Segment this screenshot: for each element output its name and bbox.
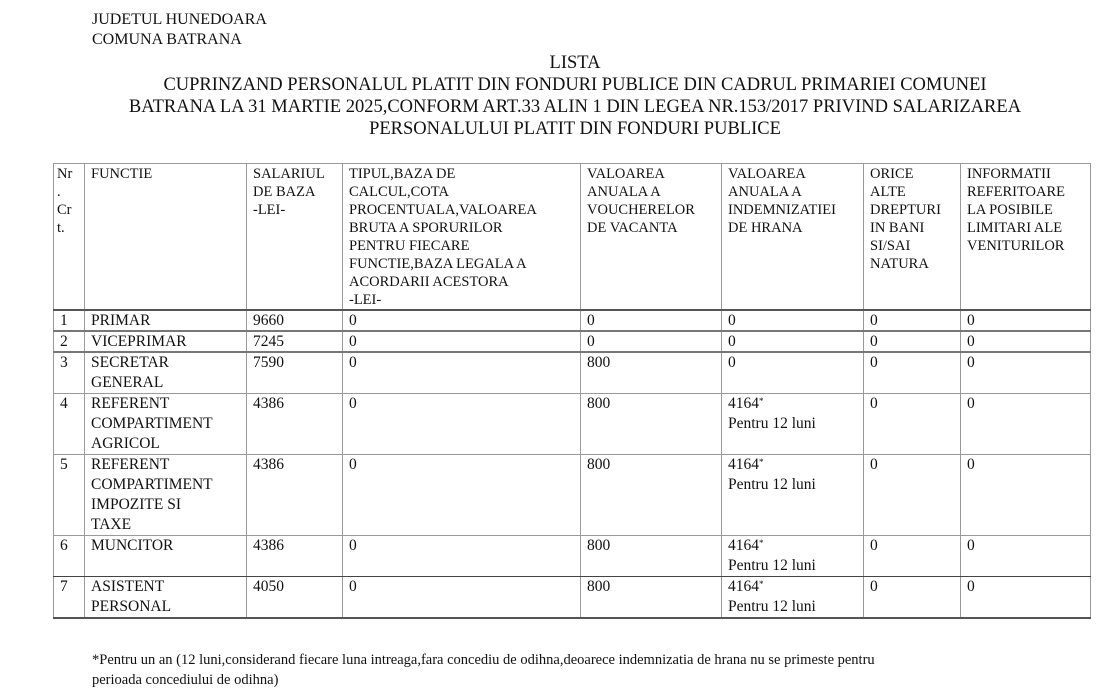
cell-limitari: 0 [961,577,1091,619]
footnote [92,650,1052,690]
header-text: -LEI- [349,292,382,308]
cell-hrana [722,536,864,577]
cell-sporuri: 0 [343,536,581,577]
cell-alte-drepturi: 0 [864,536,961,577]
header-text: ANUALA A [587,184,661,200]
cell-hrana [722,455,864,536]
county-name: JUDETUL HUNEDOARA [92,11,267,28]
functie-text: VICEPRIMAR [91,333,187,350]
hrana-amount: 4164 [728,578,759,595]
header-text: LA POSIBILE [967,202,1053,218]
header-text: PENTRU FIECARE [349,238,470,254]
header-text: -LEI- [253,202,286,218]
column-header-limitari-venituri [961,164,1091,311]
cell-salariu: 7590 [247,352,343,394]
functie-text: MUNCITOR [91,537,174,554]
column-header-salariu-baza [247,164,343,311]
cell-nr: 1 [54,310,85,331]
cell-sporuri: 0 [343,352,581,394]
header-text: CALCUL,COTA [349,184,449,200]
cell-salariu: 4386 [247,536,343,577]
cell-sporuri: 0 [343,394,581,455]
functie-text: GENERAL [91,374,164,391]
functie-text: SECRETAR [91,354,169,371]
cell-hrana [722,394,864,455]
header-text: DE HRANA [728,220,803,236]
cell-limitari: 0 [961,394,1091,455]
commune-name: COMUNA BATRANA [92,31,242,48]
title-line-2: CUPRINZAND PERSONALUL PLATIT DIN FONDURI PUBLICE DIN CADRUL PRIMARIEI COMUNEI [163,75,987,95]
header-text: PROCENTUALA,VALOAREA [349,202,537,218]
cell-alte-drepturi: 0 [864,331,961,352]
cell-sporuri: 0 [343,455,581,536]
cell-vouchere: 800 [581,577,722,619]
header-text: SALARIUL [253,166,325,182]
functie-text: IMPOZITE SI [91,496,181,513]
header-text: VOUCHERELOR [587,202,695,218]
header-text: DREPTURI [870,202,941,218]
functie-text: PRIMAR [91,312,151,329]
hrana-amount: 4164 [728,537,759,554]
functie-text: ASISTENT [91,578,165,595]
header-text: VALOAREA [728,166,806,182]
column-header-nr-crt [54,164,85,311]
cell-nr: 7 [54,577,85,619]
footnote-line-2: perioada concediului de odihna) [92,672,279,688]
cell-nr: 6 [54,536,85,577]
cell-alte-drepturi: 0 [864,352,961,394]
footnote-mark: * [759,396,764,406]
cell-alte-drepturi: 0 [864,577,961,619]
cell-functie [85,331,247,352]
cell-limitari: 0 [961,310,1091,331]
cell-sporuri: 0 [343,310,581,331]
hrana-period-note: Pentru 12 luni [728,557,816,574]
cell-nr: 2 [54,331,85,352]
hrana-value [728,395,764,412]
column-header-vouchere-vacanta [581,164,722,311]
header-text: BRUTA A SPORURILOR [349,220,503,236]
table-row [54,577,1091,619]
header-text: Cr [57,202,72,218]
header-text: NATURA [870,256,929,272]
cell-hrana [722,331,864,352]
header-text: INDEMNIZATIEI [728,202,836,218]
hrana-period-note: Pentru 12 luni [728,598,816,615]
header-text: t. [57,220,65,236]
cell-vouchere: 0 [581,310,722,331]
cell-alte-drepturi: 0 [864,310,961,331]
header-text: ORICE [870,166,914,182]
header-text: REFERITOARE [967,184,1066,200]
cell-salariu: 9660 [247,310,343,331]
cell-sporuri: 0 [343,331,581,352]
cell-limitari: 0 [961,331,1091,352]
functie-text: AGRICOL [91,435,160,452]
functie-text: TAXE [91,516,132,533]
cell-nr: 5 [54,455,85,536]
cell-salariu: 7245 [247,331,343,352]
functie-text: COMPARTIMENT [91,415,213,432]
hrana-amount: 0 [728,333,736,350]
personnel-salary-table [53,163,1091,619]
cell-alte-drepturi: 0 [864,394,961,455]
header-text: DE VACANTA [587,220,678,236]
header-text: FUNCTIE,BAZA LEGALA A [349,256,527,272]
cell-alte-drepturi: 0 [864,455,961,536]
title-line-4: PERSONALULUI PLATIT DIN FONDURI PUBLICE [369,119,781,139]
document-title [60,52,1090,140]
cell-functie [85,577,247,619]
cell-salariu: 4050 [247,577,343,619]
hrana-value [728,537,764,554]
header-text: ALTE [870,184,906,200]
hrana-value [728,354,736,371]
title-line-1: LISTA [549,53,601,73]
cell-limitari: 0 [961,352,1091,394]
cell-limitari: 0 [961,455,1091,536]
header-text: ANUALA A [728,184,802,200]
hrana-period-note: Pentru 12 luni [728,415,816,432]
table-row [54,352,1091,394]
table-row [54,394,1091,455]
hrana-amount: 4164 [728,456,759,473]
cell-functie [85,310,247,331]
table-row [54,331,1091,352]
table-header-row [54,164,1091,311]
header-text: VALOAREA [587,166,665,182]
header-text: . [57,184,61,200]
cell-hrana [722,577,864,619]
header-text: Nr [57,166,73,182]
hrana-value [728,578,764,595]
hrana-value [728,456,764,473]
hrana-value [728,312,736,329]
table-row [54,455,1091,536]
column-header-functie [85,164,247,311]
header-text: TIPUL,BAZA DE [349,166,456,182]
footnote-mark: * [759,538,764,548]
cell-hrana [722,310,864,331]
cell-vouchere: 800 [581,536,722,577]
cell-nr: 3 [54,352,85,394]
cell-vouchere: 800 [581,394,722,455]
hrana-amount: 0 [728,312,736,329]
cell-functie [85,536,247,577]
table-row [54,536,1091,577]
header-text: SI/SAI [870,238,911,254]
cell-vouchere: 800 [581,455,722,536]
document-header [92,10,267,50]
cell-salariu: 4386 [247,455,343,536]
cell-functie [85,394,247,455]
header-text: FUNCTIE [91,166,153,182]
header-text: IN BANI [870,220,925,236]
cell-vouchere: 800 [581,352,722,394]
hrana-value [728,333,736,350]
footnote-mark: * [759,457,764,467]
footnote-mark: * [759,579,764,589]
cell-salariu: 4386 [247,394,343,455]
cell-vouchere: 0 [581,331,722,352]
title-line-3: BATRANA LA 31 MARTIE 2025,CONFORM ART.33 ALIN 1 DIN LEGEA NR.153/2017 PRIVIND SALARIZAREA [128,97,1022,117]
functie-text: REFERENT [91,395,170,412]
header-text: VENITURILOR [967,238,1065,254]
column-header-sporuri [343,164,581,311]
column-header-indemnizatie-hrana [722,164,864,311]
header-text: LIMITARI ALE [967,220,1063,236]
table-row [54,310,1091,331]
header-text: ACORDARII ACESTORA [349,274,509,290]
cell-functie [85,455,247,536]
footnote-line-1: *Pentru un an (12 luni,considerand fiecare luna intreaga,fara concediu de odihna,deoarece indemnizatia de hrana nu se primeste pentru [92,652,875,668]
functie-text: COMPARTIMENT [91,476,213,493]
cell-hrana [722,352,864,394]
column-header-alte-drepturi [864,164,961,311]
hrana-period-note: Pentru 12 luni [728,476,816,493]
hrana-amount: 4164 [728,395,759,412]
header-text: DE BAZA [253,184,316,200]
cell-nr: 4 [54,394,85,455]
header-text: INFORMATII [967,166,1051,182]
hrana-amount: 0 [728,354,736,371]
cell-sporuri: 0 [343,577,581,619]
functie-text: PERSONAL [91,598,172,615]
cell-functie [85,352,247,394]
functie-text: REFERENT [91,456,170,473]
cell-limitari: 0 [961,536,1091,577]
